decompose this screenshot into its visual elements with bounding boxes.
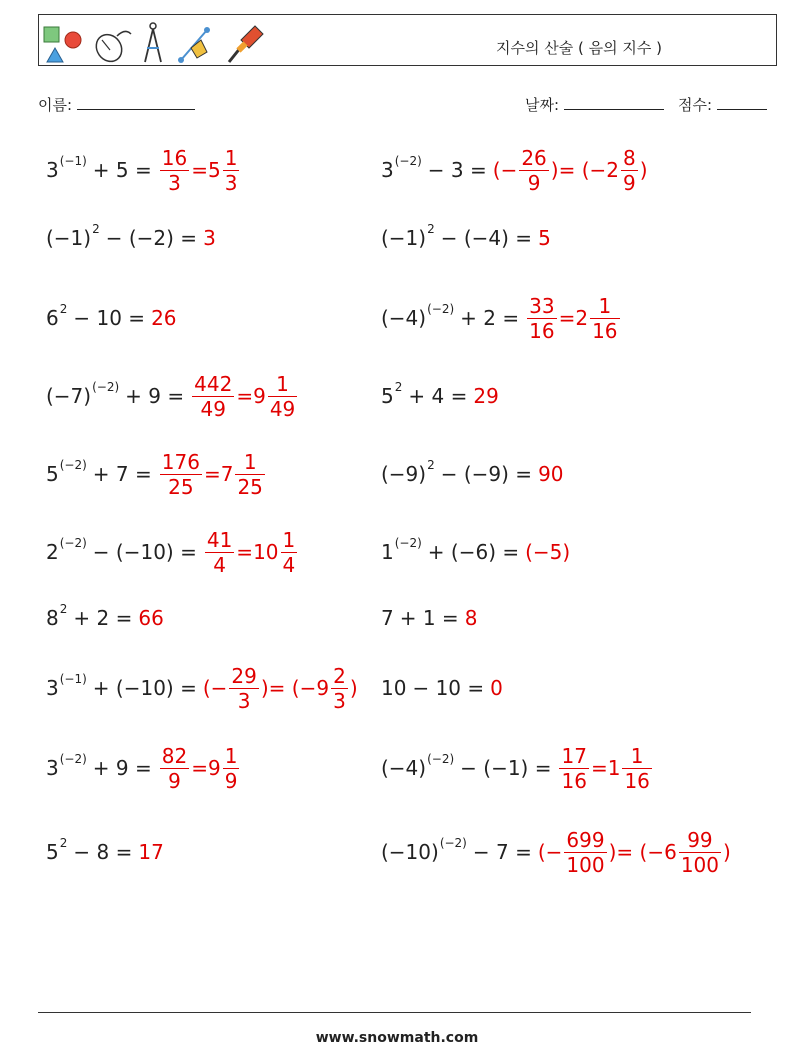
problem-item [46,366,299,426]
answer: 66 [138,606,164,630]
denominator: 16 [592,318,618,343]
problem-base: 3 [46,158,59,182]
problem-item [46,658,358,718]
answer-paren: (− [492,158,518,182]
name-label: 이름: [38,96,73,114]
fraction [559,744,588,793]
problem-base: 3 [46,676,59,700]
problem-operation: + 2 = [460,306,520,330]
mixed-whole: 7 [220,462,234,486]
problem-operation: + 2 = [73,606,133,630]
problem-item [381,658,503,718]
mixed-whole: 2 [575,306,589,330]
denominator: 25 [168,474,194,499]
numerator: 82 [161,743,188,768]
numerator: 2 [333,663,346,688]
problem-base: (−10) [381,840,439,864]
problem-operation: − 10 = [73,306,146,330]
denominator: 16 [561,768,587,793]
compass-icon [145,23,161,62]
problem-operation: − (−9) = [440,462,533,486]
problem-operation: − 3 = [427,158,487,182]
fraction [235,450,264,499]
answer-paren: ) [260,676,269,700]
answer-equals: = [191,158,208,182]
fraction [519,146,548,195]
numerator: 8 [623,145,636,170]
numerator: 33 [529,293,555,318]
problem-item [46,444,267,504]
numerator: 17 [561,743,587,768]
problem-exponent: 2 [92,222,100,236]
answer-equals: = (− [616,840,665,864]
problem-base: 5 [46,462,59,486]
problem-exponent: (−2) [394,536,422,550]
numerator: 1 [598,293,612,318]
problem-item [46,208,216,268]
denominator: 4 [213,552,226,577]
problem-exponent: 2 [427,222,435,236]
denominator: 3 [224,170,238,195]
score-label: 점수: [678,96,713,114]
toolbar-icons [41,18,301,64]
answer-paren: ) [608,840,617,864]
mixed-whole: 9 [253,384,266,408]
eyedropper-icon [229,26,263,62]
footer-website: www.snowmath.com [315,1030,479,1046]
answer-paren: ) [550,158,559,182]
answer-equals: = [236,384,254,408]
shapes-icon [44,27,81,62]
problem-item [381,822,731,882]
mixed-whole: 10 [253,540,279,564]
worksheet-title: 지수의 산술 ( 음의 지수 ) [496,39,662,57]
problem-base: (−4) [381,306,427,330]
answer-equals: = [191,756,208,780]
problem-exponent: (−1) [59,672,87,686]
worksheet-header [38,14,777,66]
answer: (−5) [525,540,571,564]
answer: 29 [473,384,499,408]
problem-item [381,738,654,798]
fraction [205,528,234,577]
numerator: 442 [194,371,233,396]
problem-item [381,588,477,648]
fraction [223,744,240,793]
problem-item [381,208,551,268]
numerator: 1 [276,371,289,396]
problem-base: (−4) [381,756,427,780]
problem-exponent: (−2) [394,154,422,168]
answer-equals: = (− [268,676,317,700]
problem-exponent: (−2) [439,836,467,850]
problem-base: (−1) [46,226,92,250]
problem-operation: + 1 = [399,606,459,630]
denominator: 3 [237,688,251,713]
problem-exponent: 2 [427,458,435,472]
denominator: 25 [237,474,263,499]
problem-operation: − (−4) = [440,226,533,250]
problem-operation: − 7 = [472,840,532,864]
answer-paren: (− [202,676,228,700]
mixed-whole: 5 [207,158,221,182]
date-field [525,94,664,115]
denominator: 9 [527,170,541,195]
fraction [564,828,606,877]
problem-operation: − (−2) = [105,226,198,250]
problem-item [46,822,164,882]
problem-operation: + 9 = [92,756,152,780]
denominator: 100 [680,852,720,877]
numerator: 99 [687,827,713,852]
answer: 8 [464,606,478,630]
problem-item [46,288,177,348]
fraction [527,294,556,343]
problem-item [46,738,241,798]
answer-equals: = [236,540,254,564]
problem-operation: + (−6) = [427,540,520,564]
pen-tool-icon [178,27,210,63]
problem-exponent: 2 [59,302,68,316]
footer-divider [38,1012,751,1013]
problem-exponent: 2 [394,380,403,394]
mixed-whole: 1 [607,756,621,780]
answer: 90 [538,462,564,486]
problem-base: 6 [46,306,59,330]
fraction [679,828,721,877]
answer-equals: = [203,462,221,486]
answer-paren: ) [639,158,648,182]
problem-item [381,444,564,504]
problem-operation: + 4 = [408,384,468,408]
problem-exponent: (−2) [427,302,455,316]
name-blank[interactable] [77,95,195,110]
problem-base: 3 [46,756,59,780]
problem-item [46,522,299,582]
fraction [160,450,202,499]
answer-equals: = [590,756,608,780]
problem-operation: + 7 = [92,462,152,486]
problem-operation: + (−10) = [92,676,197,700]
problem-base: 10 [381,676,407,700]
date-label: 날짜: [525,96,560,114]
score-blank[interactable] [717,95,767,110]
mixed-whole: 2 [606,158,620,182]
answer-equals: = [558,306,576,330]
denominator: 4 [282,552,296,577]
numerator: 1 [224,145,238,170]
mixed-whole: 9 [316,676,330,700]
problem-operation: − (−10) = [92,540,197,564]
problem-operation: + 5 = [92,158,152,182]
denominator: 3 [168,170,181,195]
answer: 0 [490,676,503,700]
numerator: 1 [224,743,238,768]
answer-equals: = (− [558,158,607,182]
score-field [678,94,767,115]
problem-item [381,288,622,348]
numerator: 29 [231,663,257,688]
problem-base: 3 [381,158,394,182]
mixed-whole: 9 [207,756,221,780]
numerator: 1 [630,743,644,768]
problem-base: 1 [381,540,394,564]
numerator: 16 [161,145,188,170]
problem-base: (−1) [381,226,427,250]
answer-paren: ) [349,676,358,700]
problem-operation: − 8 = [73,840,133,864]
problem-exponent: (−2) [92,380,120,394]
problem-exponent: (−1) [59,154,87,168]
fraction [192,372,234,421]
answer: 5 [538,226,551,250]
denominator: 9 [224,768,238,793]
numerator: 1 [282,527,296,552]
fraction [160,146,189,195]
problem-item [46,140,241,200]
problem-item [381,522,570,582]
denominator: 9 [168,768,181,793]
problem-operation: − (−1) = [460,756,552,780]
numerator: 1 [243,449,257,474]
problem-exponent: 2 [59,836,68,850]
problem-exponent: 2 [59,602,68,616]
numerator: 176 [161,449,200,474]
name-field [38,94,195,115]
answer-paren: ) [723,840,731,864]
fraction [229,664,258,713]
denominator: 9 [623,170,636,195]
problem-item [381,140,648,200]
problem-operation: + 9 = [125,384,185,408]
problem-item [46,588,164,648]
date-blank[interactable] [564,95,664,110]
problem-exponent: (−2) [59,536,87,550]
problem-base: (−7) [46,384,92,408]
numerator: 699 [566,827,605,852]
mouse-icon [91,30,131,64]
denominator: 100 [566,852,605,877]
fraction [331,664,348,713]
denominator: 49 [269,396,296,421]
numerator: 41 [206,527,233,552]
problem-base: 5 [46,840,59,864]
problem-item [381,366,499,426]
problem-base: 5 [381,384,394,408]
answer: 17 [138,840,164,864]
fraction [590,294,619,343]
fraction [268,372,297,421]
fraction [281,528,298,577]
problem-base: 2 [46,540,59,564]
answer: 3 [203,226,216,250]
fraction [160,744,189,793]
problem-exponent: (−2) [427,752,455,766]
mixed-whole: 6 [664,840,677,864]
denominator: 16 [529,318,555,343]
denominator: 49 [200,396,226,421]
denominator: 16 [624,768,650,793]
fraction [223,146,240,195]
fraction [621,146,638,195]
answer-paren: (− [537,840,563,864]
problem-base: 8 [46,606,59,630]
fraction [622,744,651,793]
problem-base: (−9) [381,462,427,486]
problem-base: 7 [381,606,394,630]
answer: 26 [151,306,177,330]
problem-exponent: (−2) [59,752,87,766]
denominator: 3 [333,688,346,713]
problem-exponent: (−2) [59,458,87,472]
problem-operation: − 10 = [412,676,485,700]
numerator: 26 [521,145,547,170]
